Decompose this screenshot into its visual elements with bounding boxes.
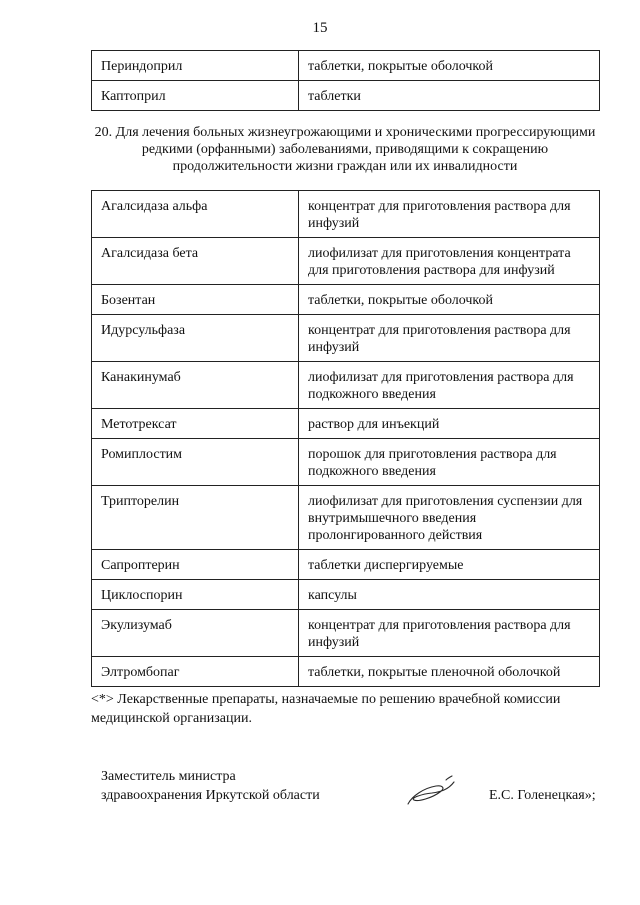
dosage-form-cell: концентрат для приготовления раствора для инфузий (299, 315, 600, 362)
table-row (92, 439, 600, 486)
dosage-form-cell: лиофилизат для приготовления концентрата для приготовления раствора для инфузий (299, 238, 600, 285)
drug-name-cell: Каптоприл (92, 81, 299, 111)
table-row (92, 657, 600, 687)
footnote: <*> Лекарственные препараты, назначаемые по решению врачебной комиссии медицинской организации. (91, 692, 561, 726)
table-row (92, 315, 600, 362)
dosage-form-cell: таблетки (299, 81, 600, 111)
dosage-form-cell: концентрат для приготовления раствора для инфузий (299, 191, 600, 238)
table-row (92, 550, 600, 580)
dosage-form-cell: концентрат для приготовления раствора для инфузий (299, 610, 600, 657)
dosage-form-cell: таблетки, покрытые оболочкой (299, 285, 600, 315)
table-row (92, 409, 600, 439)
table-row (92, 238, 600, 285)
dosage-form-cell: раствор для инъекций (299, 409, 600, 439)
section-heading: 20. Для лечения больных жизнеугрожающими и хроническими прогрессирующими редкими (орфанными) заболеваниями, приводящими к сокращению продолжительности жизни граждан или их инвалидности (94, 125, 596, 174)
table-row (92, 285, 600, 315)
signer-title-line: здравоохранения Иркутской области (101, 788, 320, 803)
table-row (92, 81, 600, 111)
drug-table-continued (91, 50, 600, 111)
dosage-form-cell: лиофилизат для приготовления суспензии для внутримышечного введения пролонгированного действия (299, 486, 600, 550)
signer-title-line: Заместитель министра (101, 769, 236, 784)
table-row (92, 362, 600, 409)
drug-name-cell: Экулизумаб (92, 610, 299, 657)
dosage-form-cell: капсулы (299, 580, 600, 610)
table-row (92, 191, 600, 238)
drug-name-cell: Ромиплостим (92, 439, 299, 486)
page-number: 15 (312, 20, 328, 36)
drug-name-cell: Канакинумаб (92, 362, 299, 409)
dosage-form-cell: лиофилизат для приготовления раствора для подкожного введения (299, 362, 600, 409)
dosage-form-cell: таблетки, покрытые оболочкой (299, 51, 600, 81)
table-row (92, 580, 600, 610)
handwritten-signature (402, 774, 462, 810)
drug-name-cell: Циклоспорин (92, 580, 299, 610)
drug-name-cell: Агалсидаза альфа (92, 191, 299, 238)
drug-name-cell: Периндоприл (92, 51, 299, 81)
drug-name-cell: Агалсидаза бета (92, 238, 299, 285)
drug-name-cell: Идурсульфаза (92, 315, 299, 362)
drug-name-cell: Сапроптерин (92, 550, 299, 580)
orphan-drug-table (91, 190, 600, 687)
drug-name-cell: Метотрексат (92, 409, 299, 439)
dosage-form-cell: таблетки диспергируемые (299, 550, 600, 580)
table-row (92, 486, 600, 550)
drug-name-cell: Трипторелин (92, 486, 299, 550)
signer-name: Е.С. Голенецкая»; (489, 788, 596, 803)
signer-title (101, 767, 320, 805)
drug-name-cell: Бозентан (92, 285, 299, 315)
dosage-form-cell: порошок для приготовления раствора для подкожного введения (299, 439, 600, 486)
dosage-form-cell: таблетки, покрытые пленочной оболочкой (299, 657, 600, 687)
table-row (92, 610, 600, 657)
table-row (92, 51, 600, 81)
drug-name-cell: Элтромбопаг (92, 657, 299, 687)
